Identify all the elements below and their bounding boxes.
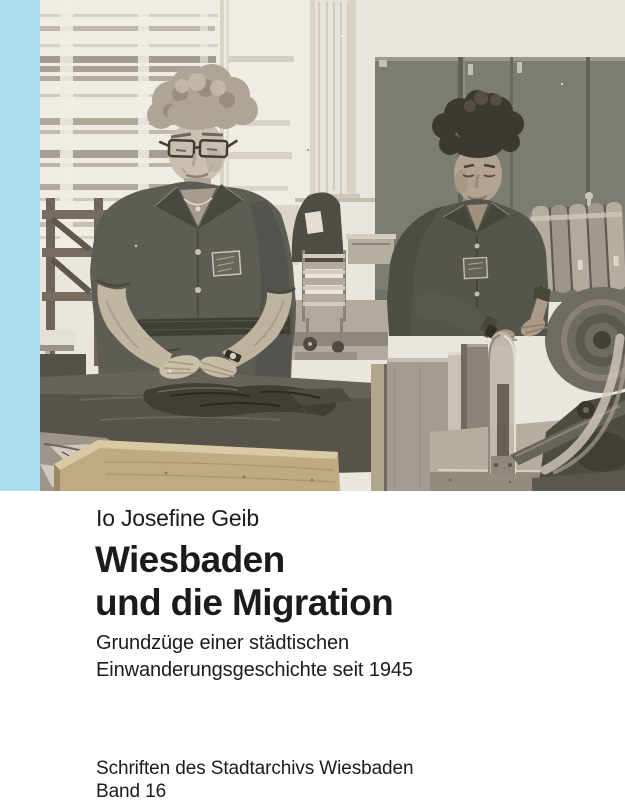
title-line-1: Wiesbaden <box>95 539 285 580</box>
subtitle-line-2: Einwanderungsgeschichte seit 1945 <box>96 659 413 681</box>
accent-stripe <box>0 0 40 491</box>
subtitle-line-1: Grundzüge einer städtischen <box>96 632 350 654</box>
title-line-2: und die Migration <box>95 582 394 623</box>
cover-text <box>0 491 625 800</box>
series-volume: Band 16 <box>96 781 167 802</box>
author-name: Io Josefine Geib <box>96 505 260 531</box>
cover-photo-illustration <box>40 0 625 491</box>
photo-tone-overlay <box>40 0 625 491</box>
series-info <box>96 757 413 803</box>
cover-photo <box>40 0 625 491</box>
book-subtitle <box>96 630 413 684</box>
series-title: Schriften des Stadtarchivs Wiesbaden <box>96 758 414 779</box>
book-title <box>95 538 393 624</box>
